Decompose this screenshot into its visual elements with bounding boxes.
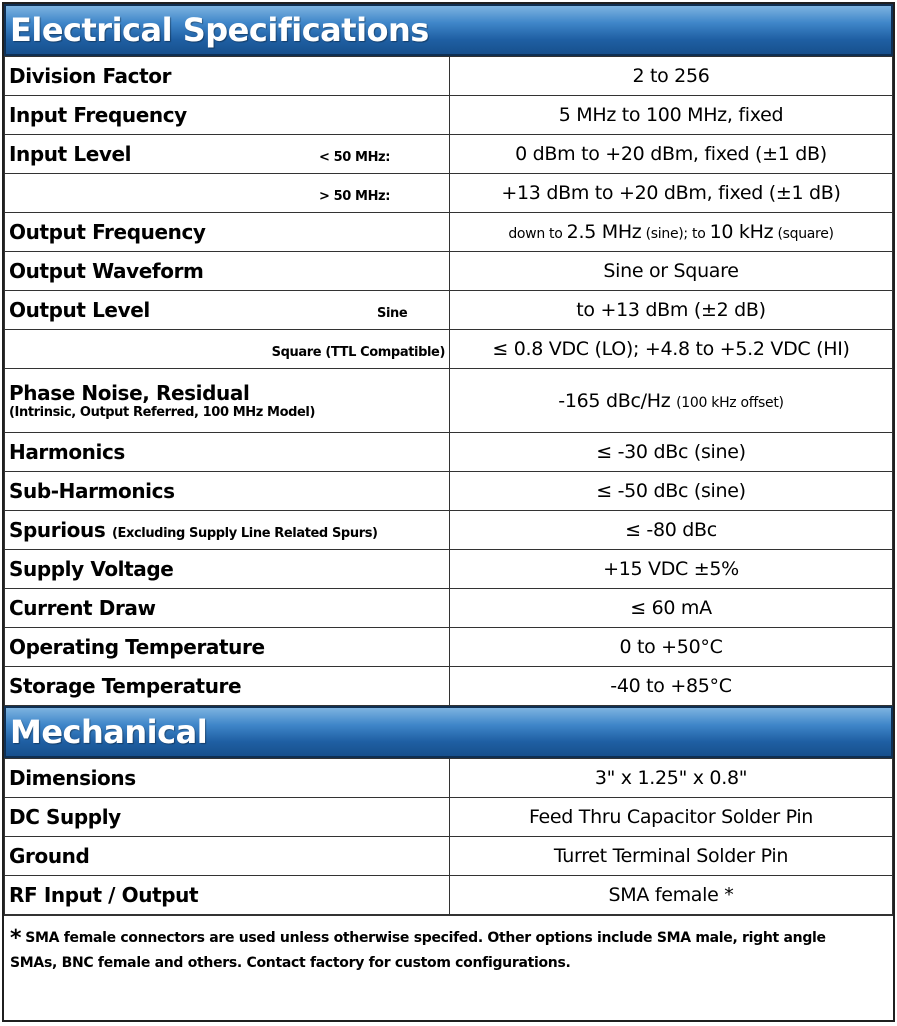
spec-label: Output Level (9, 298, 150, 322)
spec-label: Output Waveform (5, 252, 450, 291)
table-row (5, 628, 893, 667)
spec-label: Operating Temperature (5, 628, 450, 667)
spec-value: ≤ -30 dBc (sine) (450, 433, 893, 472)
table-row (5, 472, 893, 511)
spec-value: +15 VDC ±5% (450, 550, 893, 589)
table-row (5, 369, 893, 433)
spec-value: +13 dBm to +20 dBm, fixed (±1 dB) (450, 174, 893, 213)
table-row (5, 330, 893, 369)
spec-value: Sine or Square (450, 252, 893, 291)
spec-value: ≤ -50 dBc (sine) (450, 472, 893, 511)
spec-label: Current Draw (5, 589, 450, 628)
spec-label: Input Frequency (5, 96, 450, 135)
spec-value: 0 to +50°C (450, 628, 893, 667)
table-row (5, 57, 893, 96)
spec-sublabel: > 50 MHz: (319, 189, 391, 204)
spec-value: Feed Thru Capacitor Solder Pin (450, 798, 893, 837)
value-note: (100 kHz offset) (676, 394, 784, 411)
spec-value: 0 dBm to +20 dBm, fixed (±1 dB) (450, 135, 893, 174)
spec-label-cell (5, 511, 450, 550)
mechanical-table (4, 758, 893, 915)
mechanical-header: Mechanical (4, 706, 893, 758)
table-row (5, 511, 893, 550)
spec-label: Sub-Harmonics (5, 472, 450, 511)
spec-value: ≤ 60 mA (450, 589, 893, 628)
spec-label: Supply Voltage (5, 550, 450, 589)
spec-value: to +13 dBm (±2 dB) (450, 291, 893, 330)
table-row (5, 135, 893, 174)
spec-label: Harmonics (5, 433, 450, 472)
footnote-line-2: SMAs, BNC female and others. Contact factory for custom configurations. (10, 955, 571, 971)
spec-note: (Excluding Supply Line Related Spurs) (111, 526, 378, 541)
table-row (5, 759, 893, 798)
table-row (5, 837, 893, 876)
value-part: down to (508, 226, 567, 242)
spec-value (450, 369, 893, 433)
spec-label: Spurious (9, 518, 106, 542)
table-row (5, 550, 893, 589)
spec-sublabel: Sine (377, 306, 408, 321)
spec-label: Input Level (9, 142, 132, 166)
value-part: 2.5 MHz (566, 221, 642, 243)
spec-label-cell (5, 369, 450, 433)
spec-note: (Intrinsic, Output Referred, 100 MHz Model) (9, 404, 316, 420)
value-part: (square) (773, 226, 834, 242)
table-row (5, 798, 893, 837)
spec-sublabel: Square (TTL Compatible) (271, 345, 445, 360)
spec-value: 5 MHz to 100 MHz, fixed (450, 96, 893, 135)
footnote (4, 915, 893, 976)
spec-value: Turret Terminal Solder Pin (450, 837, 893, 876)
spec-label-cell (5, 135, 450, 174)
spec-label: DC Supply (5, 798, 450, 837)
spec-label-cell (5, 174, 450, 213)
table-row (5, 589, 893, 628)
spec-label-cell (5, 291, 450, 330)
table-row (5, 433, 893, 472)
spec-label: Ground (5, 837, 450, 876)
spec-value: 3" x 1.25" x 0.8" (450, 759, 893, 798)
value-part: 10 kHz (709, 221, 774, 243)
table-row (5, 213, 893, 252)
spec-value: 2 to 256 (450, 57, 893, 96)
table-row (5, 252, 893, 291)
spec-value (450, 213, 893, 252)
spec-value: ≤ 0.8 VDC (LO); +4.8 to +5.2 VDC (HI) (450, 330, 893, 369)
table-row (5, 667, 893, 706)
footnote-line-1: SMA female connectors are used unless otherwise specifed. Other options include SMA male, right angle (25, 930, 826, 946)
spec-label: Division Factor (5, 57, 450, 96)
electrical-specifications-table (4, 56, 893, 706)
table-row (5, 96, 893, 135)
value-main: -165 dBc/Hz (558, 389, 671, 412)
spec-value: ≤ -80 dBc (450, 511, 893, 550)
spec-value: -40 to +85°C (450, 667, 893, 706)
spec-sheet (2, 2, 895, 1022)
spec-value: SMA female * (450, 876, 893, 915)
footnote-asterisk: * (10, 926, 22, 951)
value-part: to (692, 226, 710, 242)
table-row (5, 174, 893, 213)
spec-label: Dimensions (5, 759, 450, 798)
spec-label: Output Frequency (5, 213, 450, 252)
spec-label: Storage Temperature (5, 667, 450, 706)
spec-label-cell (5, 330, 450, 369)
value-part: (sine); (641, 226, 692, 242)
table-row (5, 876, 893, 915)
table-row (5, 291, 893, 330)
spec-label: RF Input / Output (5, 876, 450, 915)
spec-label: Phase Noise, Residual (9, 380, 250, 405)
spec-sublabel: < 50 MHz: (319, 150, 391, 165)
electrical-specifications-header: Electrical Specifications (4, 4, 893, 56)
